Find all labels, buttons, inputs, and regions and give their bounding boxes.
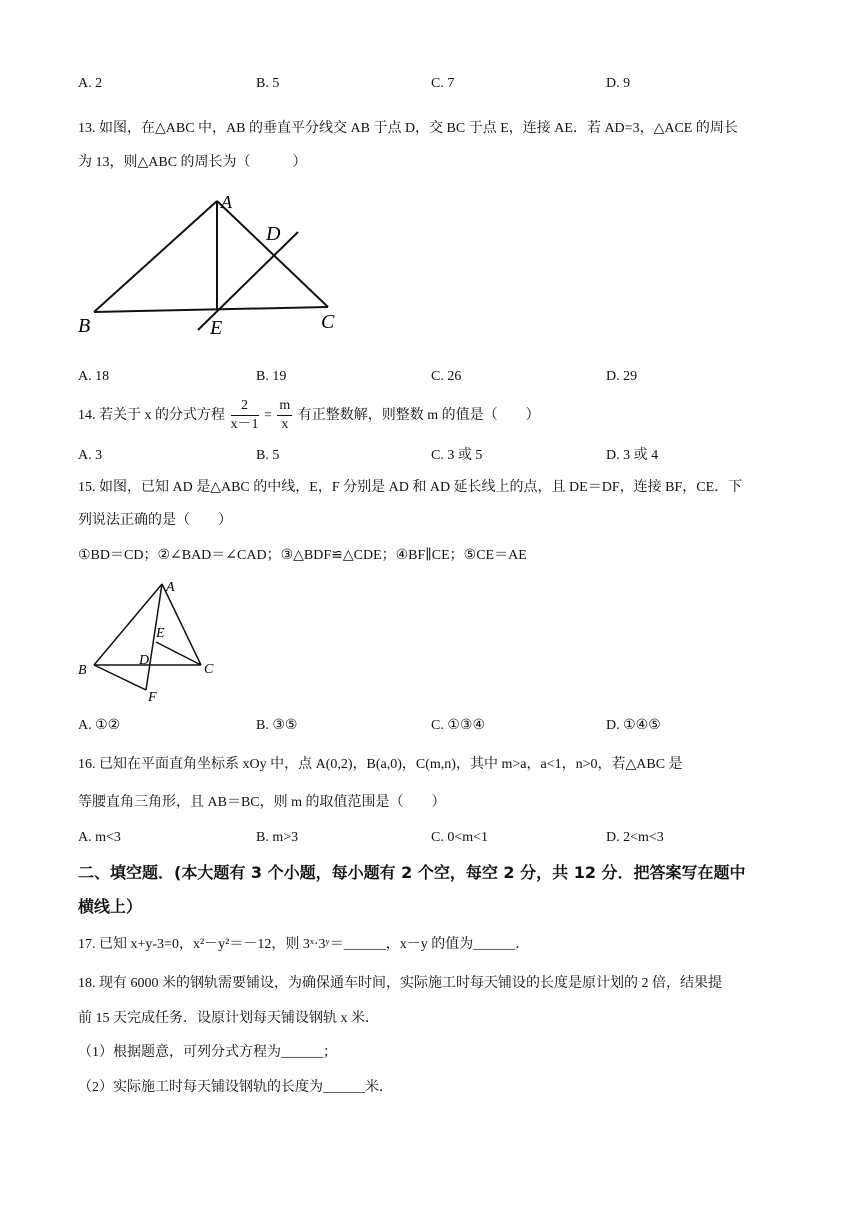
- q18-stem-line1: 18. 现有 6000 米的钢轨需要铺设，为确保通车时间，实际施工时每天铺设的长度是原计划的 2 倍，结果提: [78, 976, 722, 991]
- q16-option-b: B. m>3: [256, 830, 299, 845]
- q16-stem-line2: 等腰直角三角形，且 AB＝BC，则 m 的取值范围是（ ）: [78, 795, 446, 810]
- q16-option-c: C. 0<m<1: [431, 830, 489, 845]
- q15-option-c: C. ①③④: [431, 718, 485, 733]
- q12-option-b: B. 5: [256, 76, 280, 91]
- q13-option-c: C. 26: [431, 369, 462, 384]
- q15-label-b: B: [78, 663, 87, 678]
- q15-option-a: A. ①②: [78, 718, 121, 733]
- q16-stem-line1: 16. 已知在平面直角坐标系 xOy 中，点 A(0,2)，B(a,0)，C(m,n)，其中 m>a，a<1，n>0，若△ABC 是: [78, 757, 683, 772]
- q15-label-c: C: [204, 662, 214, 677]
- q14-equals: =: [264, 408, 272, 423]
- q14-fraction-right: [277, 397, 292, 434]
- q14-option-b: B. 5: [256, 448, 280, 463]
- q13-label-a: A: [221, 192, 232, 212]
- q14-frac1-num: 2: [231, 397, 259, 416]
- q13-label-d: D: [266, 223, 281, 245]
- q15-stem-line2: 列说法正确的是（ ）: [78, 513, 232, 528]
- q13-stem-line1: 13. 如图，在△ABC 中，AB 的垂直平分线交 AB 于点 D，交 BC 于点 E，连接 AE．若 AD=3，△ACE 的周长: [78, 121, 738, 136]
- q16-option-a: A. m<3: [78, 830, 121, 845]
- q14-frac2-den: x: [281, 417, 289, 433]
- section2-heading-line2: 横线上）: [78, 897, 143, 916]
- q14-prefix: 14. 若关于 x 的分式方程: [78, 408, 225, 423]
- q13-option-d: D. 29: [606, 369, 638, 384]
- q18-subquestion-2: （2）实际施工时每天铺设钢轨的长度为______米．: [78, 1080, 393, 1095]
- q13-triangle-figure: [76, 190, 346, 340]
- q14-stem: [78, 396, 540, 436]
- q17-stem: 17. 已知 x+y-3=0，x²－y²＝－12，则 3ˣ·3ʸ＝______，x－y 的值为______．: [78, 937, 530, 952]
- q13-stem-line2: 为 13，则△ABC 的周长为（ ）: [78, 155, 307, 170]
- q14-option-c: C. 3 或 5: [431, 448, 483, 463]
- q15-label-e: E: [156, 626, 165, 641]
- q14-suffix: 有正整数解，则整数 m 的值是（ ）: [297, 408, 540, 423]
- q15-label-a: A: [166, 580, 175, 595]
- q15-option-d: D. ①④⑤: [606, 718, 661, 733]
- q13-label-b: B: [78, 315, 91, 337]
- q18-stem-line2: 前 15 天完成任务．设原计划每天铺设钢轨 x 米．: [78, 1011, 379, 1026]
- q18-subquestion-1: （1）根据题意，可列分式方程为______；: [78, 1045, 337, 1060]
- q16-option-d: D. 2<m<3: [606, 830, 664, 845]
- q12-option-a: A. 2: [78, 76, 103, 91]
- q15-stem-line1: 15. 如图，已知 AD 是△ABC 的中线，E，F 分别是 AD 和 AD 延长线上的点，且 DE＝DF，连接 BF，CE．下: [78, 480, 743, 495]
- q14-frac1-den: x－1: [230, 417, 259, 433]
- q14-option-a: A. 3: [78, 448, 103, 463]
- q12-option-d: D. 9: [606, 76, 631, 91]
- q14-option-d: D. 3 或 4: [606, 448, 659, 463]
- q15-statements: ①BD＝CD；②∠BAD＝∠CAD；③△BDF≌△CDE；④BF∥CE；⑤CE＝AE: [78, 548, 527, 563]
- section2-heading-line1: 二、填空题．(本大题有 3 个小题，每小题有 2 个空，每空 2 分，共 12 分．把答案写在题中: [78, 863, 746, 882]
- q14-fraction-left: [231, 397, 259, 434]
- q13-option-a: A. 18: [78, 369, 110, 384]
- q15-label-d: D: [139, 653, 150, 668]
- q12-option-c: C. 7: [431, 76, 455, 91]
- q14-frac2-num: m: [277, 397, 292, 416]
- q13-label-e: E: [210, 317, 223, 339]
- q13-option-b: B. 19: [256, 369, 287, 384]
- q15-option-b: B. ③⑤: [256, 718, 298, 733]
- q15-label-f: F: [148, 690, 157, 705]
- q15-triangle-figure: [76, 576, 226, 706]
- q13-label-c: C: [321, 311, 335, 333]
